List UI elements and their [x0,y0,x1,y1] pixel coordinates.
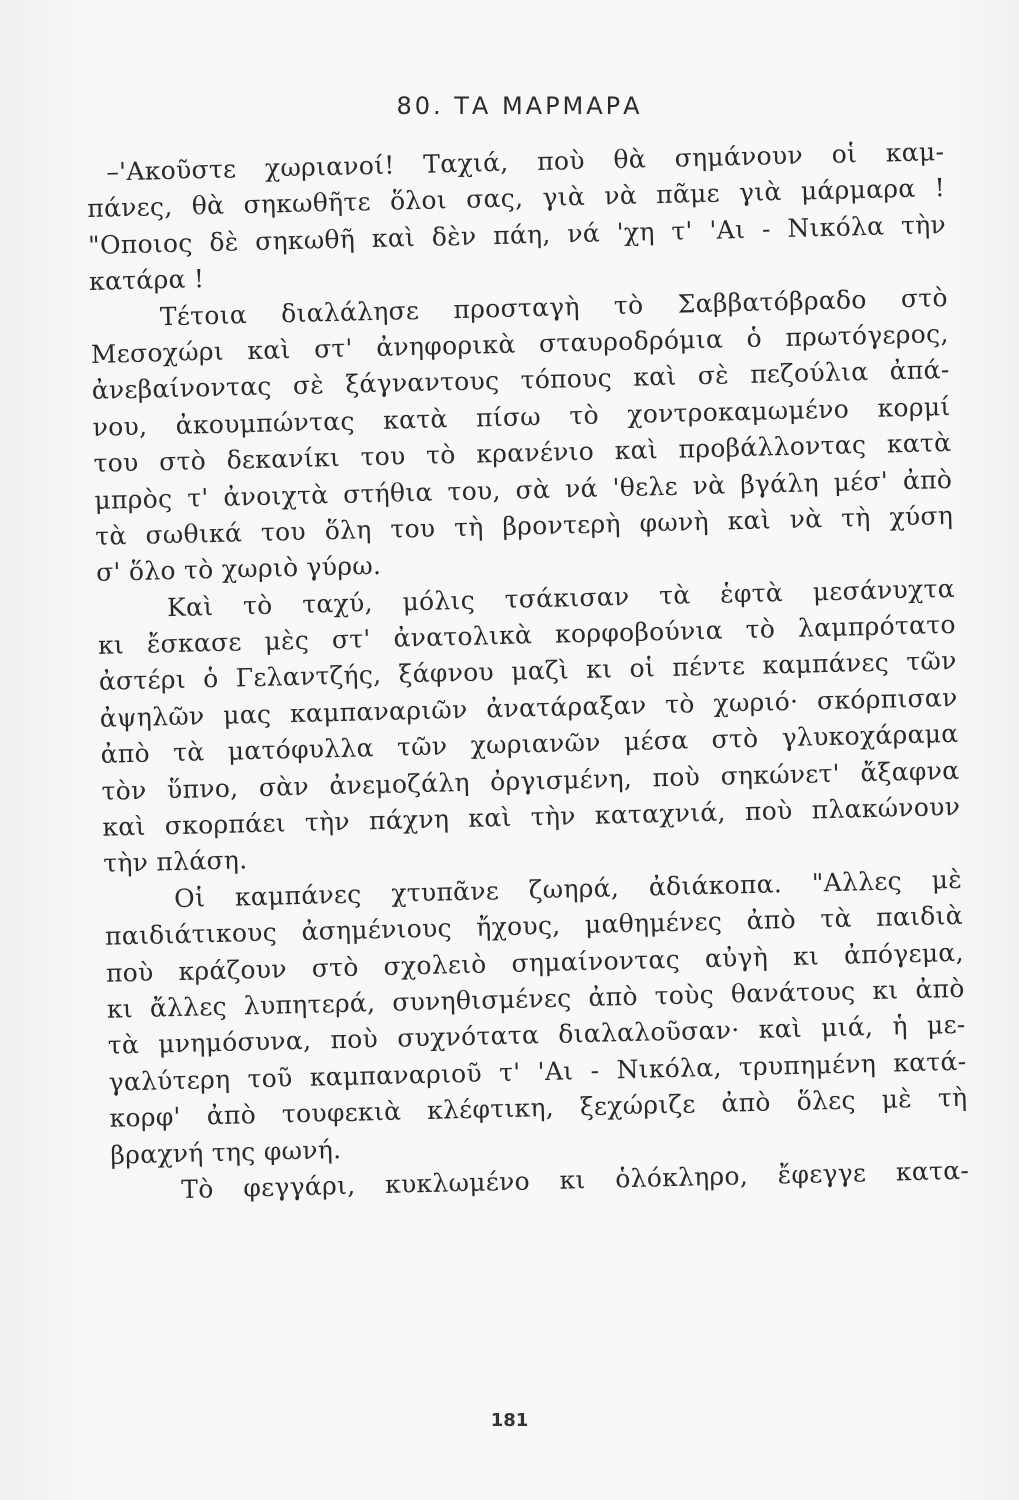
text-line: πάνες, θὰ σηκωθῆτε ὅλοι σας, γιὰ νὰ πᾶμε γιὰ μάρμαρα ! [86,173,946,224]
text-line: κι ἄλλες λυπητερά, συνηθισμένες ἀπὸ τοὺς θανάτους κι ἀπὸ [106,973,965,1024]
text-line: Τέτοια διαλάλησε προσταγὴ τὸ Σαββατόβραδο στὸ [159,282,949,331]
text-line: νου, ἀκουμπώντας κατὰ πίσω τὸ χοντροκαμωμένο κορμί [92,391,951,442]
text-line: καὶ σκορπάει τὴν πάχνη καὶ τὴν καταχνιά, ποὺ πλακώνουν [102,791,961,842]
text-line: ποὺ κράζουν στὸ σχολειὸ σημαίνοντας αὐγὴ κι ἀπόγεμα, [105,937,965,988]
text-line: –'Ακοῦστε χωριανοί! Ταχιά, ποὺ θὰ σημάνουν οἱ καμ- [106,137,945,187]
chapter-title: 80. ΤΑ ΜΑΡΜΑΡΑ [396,92,643,120]
text-line: κατάρα ! [88,264,205,297]
text-line: ἀνεβαίνοντας σὲ ξάγναντους τόπους καὶ σὲ πεζούλια ἀπά- [91,355,950,406]
text-line: τὰ μνημόσυνα, ποὺ συχνότατα διαλαλοῦσαν· καὶ μιά, ἡ με- [107,1010,966,1061]
body-text [86,134,970,1210]
text-line: μπρὸς τ' ἀνοιχτὰ στήθια του, σὰ νά 'θελε νὰ βγάλη μέσ' ἀπὸ [94,464,953,515]
text-line: ἀπὸ τὰ ματόφυλλα τῶν χωριανῶν μέσα στὸ γλυκοχάραμα [100,719,959,770]
text-line: τὴν πλάση. [102,845,248,879]
text-line: παιδιάτικους ἀσημένιους ἤχους, μαθημένες ἀπὸ τὰ παιδιὰ [104,901,964,951]
text-line: ἀστέρι ὁ Γελαντζής, ξάφνου μαζὶ κι οἱ πέντε καμπάνες τῶν [98,646,957,697]
text-line: Μεσοχώρι καὶ στ' ἀνηφορικὰ σταυροδρόμια ὁ πρωτόγερος, [90,318,949,369]
text-line: Καὶ τὸ ταχύ, μόλις τσάκισαν τὰ ἑφτὰ μεσάνυχτα [166,573,956,622]
text-line: Οἱ καμπάνες χτυπᾶνε ζωηρά, ἀδιάκοπα. "Αλλες μὲ [173,864,963,913]
text-line: ἀψηλῶν μας καμπαναριῶν ἀνατάραξαν τὸ χωριό· σκόρπισαν [99,682,958,733]
text-line: τὸν ὕπνο, σὰν ἀνεμοζάλη ὀργισμένη, ποὺ σηκώνετ' ἄξαφνα [101,755,960,806]
text-line: τὰ σωθικά του ὅλη του τὴ βροντερὴ φωνὴ καὶ νὰ τὴ χύση [94,500,954,551]
page-number: 181 [490,1410,529,1431]
text-line: βραχνή της φωνή. [110,1134,342,1170]
text-line: σ' ὅλο τὸ χωριὸ γύρω. [95,551,382,588]
text-line: κι ἔσκασε μὲς στ' ἀνατολικὰ κορφοβούνια τὸ λαμπρότατο [97,609,957,660]
text-line: γαλύτερη τοῦ καμπαναριοῦ τ' 'Αι - Νικόλα, τρυπημένη κατά- [108,1046,967,1097]
text-line: Τὸ φεγγάρι, κυκλωμένο κι ὁλόκληρο, ἔφεγγε κατα- [180,1155,970,1204]
text-line: κορφ' ἀπὸ τουφεκιὰ κλέφτικη, ξεχώριζε ἀπὸ ὅλες μὲ τὴ [109,1082,968,1133]
text-line: του στὸ δεκανίκι του τὸ κρανένιο καὶ προβάλλοντας κατὰ [93,428,952,479]
text-line: "Οποιος δὲ σηκωθῆ καὶ δὲν πάη, νά 'χη τ' 'Αι - Νικόλα τὴν [87,209,947,260]
